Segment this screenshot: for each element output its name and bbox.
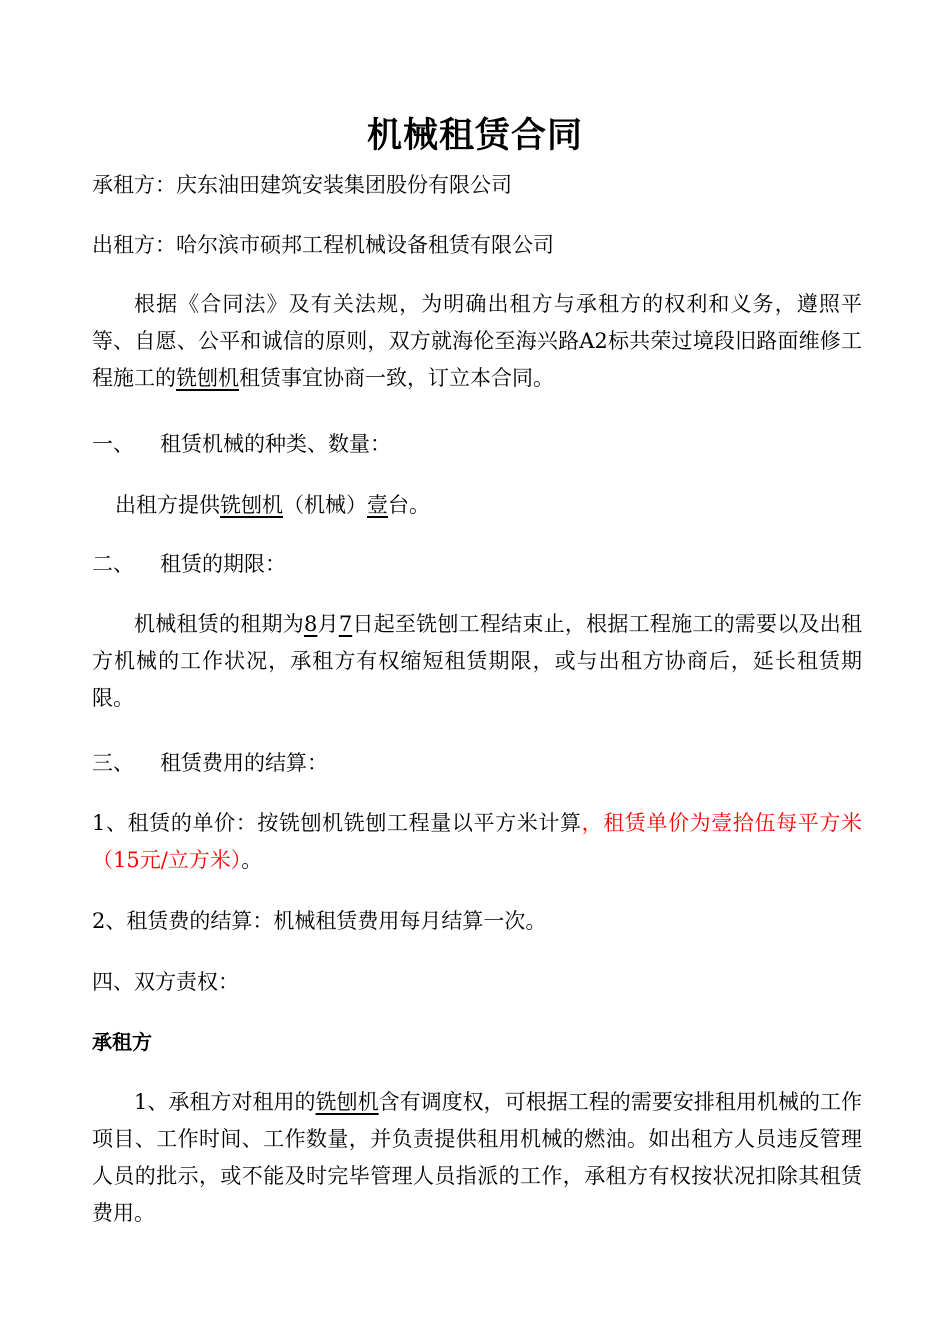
section-3-heading [92,745,862,782]
intro-machine: 铣刨机 [176,366,239,390]
section-3-item-2: 2、租赁费的结算：机械租赁费用每月结算一次。 [92,909,547,933]
section-3-number: 三、 [92,751,134,775]
section-2-text-end: 日起至铣刨工程结束止，根据工程施工的需要以及出租方机械的工作状况，承租方有权缩短租赁期限，或与出租方协商后，延长租赁期限。 [92,612,863,710]
section-2-month: 8 [303,612,318,636]
section-2-day: 7 [338,612,353,636]
lessor-label: 出租方： [92,233,176,257]
lessee-duty-text-end: 含有调度权，可根据工程的需要安排租用机械的工作项目、工作时间、工作数量，并负责提供租用机械的燃油。如出租方人员违反管理人员的批示，或不能及时完毕管理人员指派的工作，承租方有权按状况扣除其租赁费用。 [92,1090,862,1225]
section-1-title: 租赁机械的种类、数量： [160,432,391,456]
lessee-subheading: 承租方 [92,1030,152,1054]
section-4-item-1 [92,1084,862,1232]
section-2-heading [92,546,862,583]
intro-text-end: 租赁事宜协商一致，订立本合同。 [239,366,554,390]
unit-price-highlight: ，租赁单价为壹拾伍每平方米（15元/立方米） [92,811,863,872]
intro-text: 根据《合同法》及有关法规，为明确出租方与承租方的权利和义务，遵照平等、自愿、公平和诚信的原则，双方就海伦至海兴路A2标共荣过境段旧路面维修工程施工的 [92,292,862,390]
section-1-count: 壹 [367,493,388,517]
section-1-text: 出租方提供 [115,493,220,517]
lessee-label: 承租方： [92,173,176,197]
document-title: 机械租赁合同 [366,116,583,156]
section-2-month-unit: 月 [317,612,339,636]
section-2-number: 二、 [92,552,134,576]
section-1-heading [92,426,862,463]
section-2-body [92,606,862,717]
lessee-line [92,167,862,204]
section-1-number: 一、 [92,432,134,456]
section-1-machine: 铣刨机 [220,493,283,517]
section-1-type: （机械） [283,493,367,517]
lessor-name: 哈尔滨市硕邦工程机械设备租赁有限公司 [176,233,554,257]
lessee-duty-machine: 铣刨机 [315,1090,379,1114]
section-1-unit: 台。 [388,493,430,517]
unit-price-end: 。 [241,848,263,872]
section-1-body [115,487,885,524]
lessor-line [92,227,862,264]
intro-paragraph [92,286,862,397]
section-4-heading: 四、双方责权： [92,970,239,994]
section-3-title: 租赁费用的结算： [160,751,328,775]
lessee-duty-text: 1、承租方对租用的 [134,1090,316,1114]
lessee-name: 庆东油田建筑安装集团股份有限公司 [176,173,512,197]
section-2-title: 租赁的期限： [160,552,286,576]
section-2-text: 机械租赁的租期为 [134,612,304,636]
unit-price-text: 1、租赁的单价：按铣刨机铣刨工程量以平方米计算 [92,811,582,835]
section-3-item-1 [92,805,862,879]
